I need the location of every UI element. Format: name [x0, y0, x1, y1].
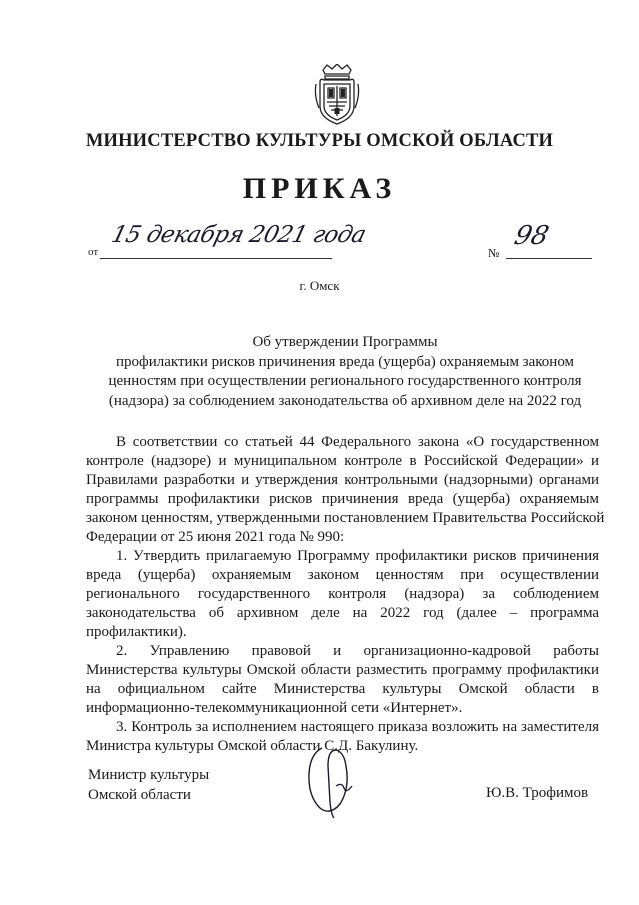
subject-line: ценностям при осуществлении регионального государственного контроля [108, 373, 582, 389]
handwritten-signature [300, 744, 366, 820]
body-line: контроле (надзоре) и муниципальном контроле в Российской Федерации» и [86, 453, 599, 469]
signer-name: Ю.В. Трофимов [486, 785, 589, 801]
body-line: регионального государственного контроля (надзора) за соблюдением [86, 586, 599, 602]
body-line: профилактики). [86, 624, 187, 640]
body-line: 3. Контроль за исполнением настоящего приказа возложить на заместителя [116, 719, 599, 735]
omsk-coat-of-arms-icon [314, 64, 360, 126]
body-line: Федерации от 25 июня 2021 года № 990: [86, 529, 345, 545]
document-type: ПРИКАЗ [242, 172, 397, 205]
subject-line: Об утверждении Программы [252, 334, 438, 350]
signer-position-line: Омской области [88, 786, 191, 803]
number-prefix: № [488, 246, 500, 260]
city: г. Омск [299, 278, 340, 293]
subject-line: профилактики рисков причинения вреда (ущерба) охраняемым законом [115, 353, 575, 370]
body-line: 2. Управлению правовой и организационно-кадровой работы [116, 643, 599, 659]
subject-line: (надзора) за соблюдением законодательства об архивном деле на 2022 год [108, 392, 582, 409]
body-line: Министра культуры Омской области С.Д. Бакулину. [86, 738, 419, 754]
body-line: В соответствии со статьей 44 Федерального закона «О государственном [116, 434, 599, 450]
date-prefix: от [88, 246, 99, 258]
body-line: программы профилактики рисков причинения вреда (ущерба) охраняемым [86, 491, 599, 507]
ministry-name: МИНИСТЕРСТВО КУЛЬТУРЫ ОМСКОЙ ОБЛАСТИ [85, 131, 554, 151]
order-subject [90, 333, 600, 411]
body-line: Министерства культуры Омской области разместить программу профилактики [86, 662, 599, 678]
date-underline [100, 258, 332, 259]
signer-position [88, 766, 209, 805]
handwritten-number: 98 [511, 221, 552, 251]
body-line: вреда (ущерба) охраняемым законом ценностям при осуществлении [86, 567, 599, 583]
body-line: законодательства об архивном деле на 2022 год (далее – программа [86, 605, 599, 621]
body-line: на официальном сайте Министерства культуры Омской области в [86, 681, 599, 697]
body-line: 1. Утвердить прилагаемую Программу профилактики рисков причинения [116, 548, 599, 564]
number-underline [506, 258, 592, 259]
signer-position-line: Министр культуры [88, 767, 210, 783]
body-line: информационно-телекоммуникационной сети «Интернет». [86, 700, 463, 716]
body-line: Правилами разработки и утверждения контрольными (надзорными) органами [86, 472, 599, 488]
handwritten-date: 15 декабря 2021 года [108, 222, 369, 248]
body-line: законом ценностям, утвержденными постановлением Правительства Российской [86, 510, 605, 526]
